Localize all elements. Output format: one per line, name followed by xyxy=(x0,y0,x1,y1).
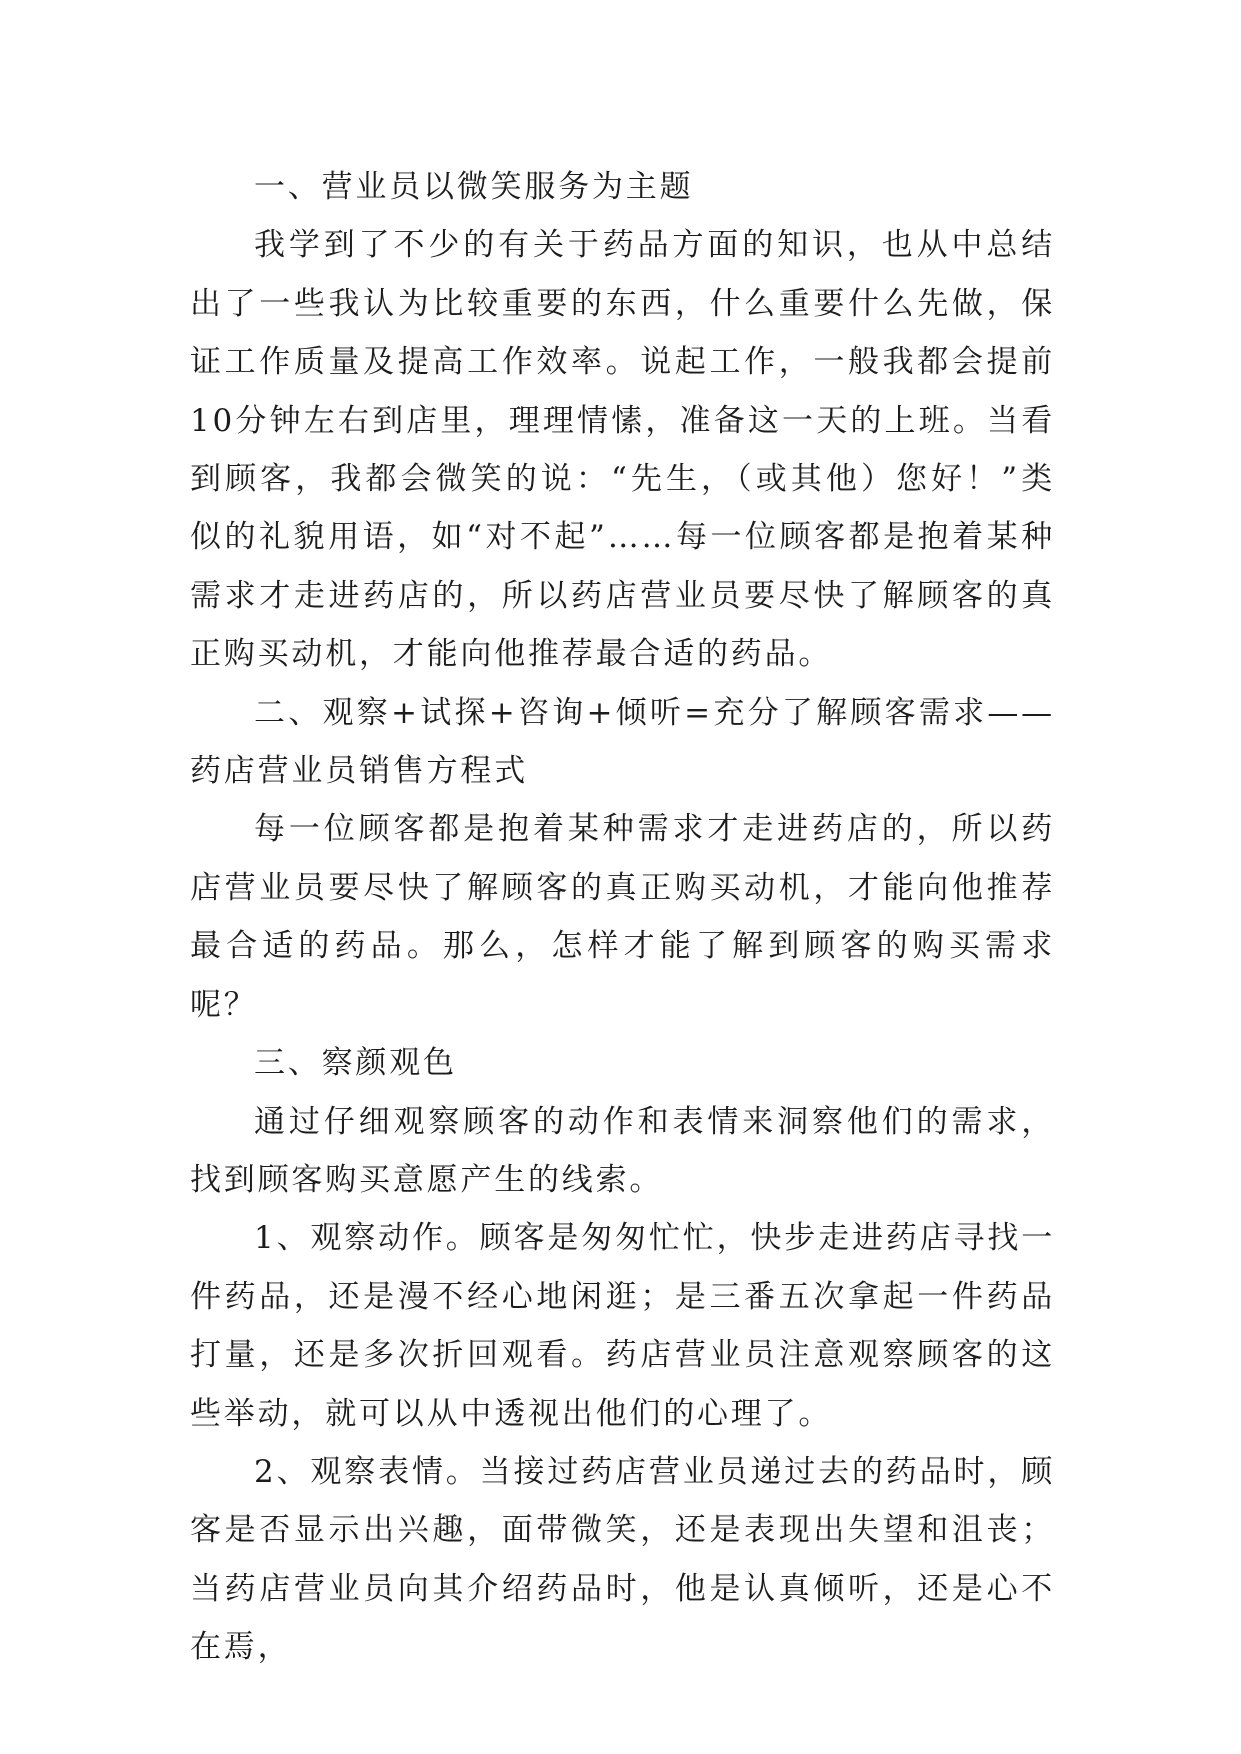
paragraph-work-experience: 我学到了不少的有关于药品方面的知识，也从中总结出了一些我认为比较重要的东西，什么重要什么先做，保证工作质量及提高工作效率。说起工作，一般我都会提前10分钟左右到店里，理理情愫，准备这一天的上班。当看到顾客，我都会微笑的说：“先生，（或其他）您好！”类似的礼貌用语，如“对不起”……每一位顾客都是抱着某种需求才走进药店的，所以药店营业员要尽快了解顾客的真正购买动机，才能向他推荐最合适的药品。 xyxy=(190,227,1055,673)
document-page xyxy=(190,158,1055,1677)
heading-observe: 三、察颜观色 xyxy=(254,1045,457,1082)
heading-smile-service: 一、营业员以微笑服务为主题 xyxy=(254,169,694,205)
paragraph-observe-expressions: 2、观察表情。当接过药店营业员递过去的药品时，顾客是否显示出兴趣，面带微笑，还是表现出失望和沮丧；当药店营业员向其介绍药品时，他是认真倾听，还是心不在焉， xyxy=(190,1453,1055,1666)
paragraph-observe-actions: 1、观察动作。顾客是匆匆忙忙，快步走进药店寻找一件药品，还是漫不经心地闲逛；是三番五次拿起一件药品打量，还是多次折回观看。药店营业员注意观察顾客的这些举动，就可以从中透视出他们的心理了。 xyxy=(190,1220,1055,1432)
heading-sales-formula: 二、观察+试探+咨询+倾听=充分了解顾客需求——药店营业员销售方程式 xyxy=(190,694,1055,790)
paragraph-customer-needs: 每一位顾客都是抱着某种需求才走进药店的，所以药店营业员要尽快了解顾客的真正购买动机，才能向他推荐最合适的药品。那么，怎样才能了解到顾客的购买需求呢？ xyxy=(190,811,1055,1023)
paragraph-observe-intro: 通过仔细观察顾客的动作和表情来洞察他们的需求，找到顾客购买意愿产生的线索。 xyxy=(190,1103,1055,1198)
